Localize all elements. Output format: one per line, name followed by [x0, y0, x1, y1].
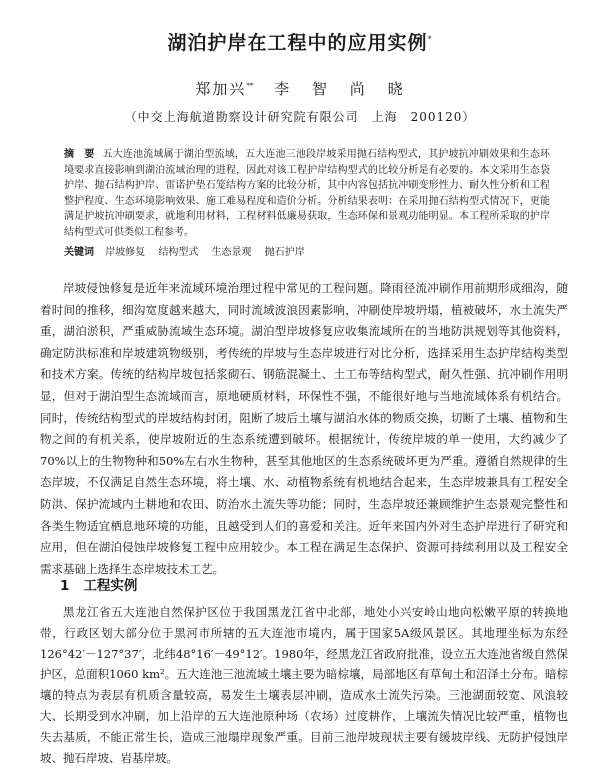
section-number: 1 [60, 578, 70, 594]
author-name: 郑加兴 [195, 80, 247, 98]
keyword: 生态景观 [211, 247, 252, 258]
author-line [0, 78, 600, 99]
abstract-text: 五大连池流域属于湖泊型流域，五大连池三池段岸坡采用抛石结构型式，其护坡抗冲刷效果和生态环境要求直接影响到湖泊流域治理的进程，因此对该工程护岸结构型式的比较分析是有必要的。本文采用生态袋护岸、抛石结构护岸、雷诺护垫石笼结构方案的比较分析，其中内容包括抗冲刷变形性力、耐久性分析和工程整护程度、生态环境影响效果、施工难易程度和造价分析。分析结果表明：在采用抛石结构型式情况下，更能满足护坡抗冲刷要求，就地利用材料，工程材料低廉易获取，生态环保和景观功能明显。本工程所采取的护岸结构型式可供类似工程参考。 [64, 149, 551, 238]
section-heading [60, 574, 137, 594]
keyword: 抛石护岸 [264, 247, 305, 258]
author-name: 李 [274, 80, 292, 98]
author-affiliation: （中交上海航道勘察设计研究院有限公司 上海 200120） [124, 110, 476, 124]
section-title: 工程实例 [83, 578, 138, 594]
author-name: 尚 [349, 80, 367, 98]
author-name: 智 [311, 80, 329, 98]
paper-title: 湖泊护岸在工程中的应用实例* [167, 32, 433, 54]
intro-paragraph: 岸坡侵蚀修复是近年来流域环境治理过程中常见的工程问题。降雨径流冲刷作用前期形成细沟，随着时间的推移，细沟宽度越来越大，同时流域波浪因素影响，冲刷使岸坡坍塌，植被破坏，水土流失严重，湖泊淤积，严重威胁流域生态环境。湖泊型岸坡修复应收集流域所在的当地防洪规划等其他资料，确定防洪标准和岸坡建筑物级别，考传统的岸坡与生态岸坡进行对比分析，选择采用生态护岸结构类型和技术方案。传统的结构岸坡包括浆砌石、钢筋混凝土、土工布等结构型式，耐久性强、抗冲刷作用明显，但对于湖泊型生态流域而言，原地硬质材料，环保性不强，不能很好地与当地流域体系有机结合。同时，传统结构型式的岸坡结构封闭，阻断了坡后土壤与湖泊水体的物质交换，切断了土壤、植物和生物之间的有机关系，使岸坡附近的生态系统遭到破坏。根据统计，传统岸坡的单一使用，大约减少了70%以上的生物物种和50%左右水生物种，甚至其他地区的生态系统破坏更为严重。遵循自然规律的生态岸坡，不仅满足自然生态环境，将土壤、水、动植物系统有机地结合起来，生态岸坡兼具有工程安全防洪、保护流域内土耕地和农田、防治水土流失等功能；同时，生态岸坡还兼顾维护生态景观完整性和各类生物适宜栖息地环境的功能，且越受到人们的喜爱和关注。近年来国内外对生态护岸进行了研究和应用，但在湖泊侵蚀岸坡修复工程中应用较少。本工程在满足生态保护、资源可持续利用以及工程安全需求基础上选择生态岸坡技术工艺。 [40, 281, 568, 576]
keyword: 结构型式 [158, 247, 199, 258]
keywords [64, 245, 550, 260]
abstract [64, 147, 550, 240]
abstract-label: 摘 要 [64, 149, 95, 160]
title-footnote-mark: * [427, 34, 433, 44]
author-name: 晓 [387, 80, 405, 98]
section-paragraph: 黑龙江省五大连池自然保护区位于我国黑龙江省中北部，地处小兴安岭山地向松嫩平原的转换地带，行政区划大部分位于黑河市所辖的五大连池市境内，属于国家5A级风景区。其地理坐标为东经126°42′－127°37′，北纬48°16′－49°12′。1980年，经黑龙江省政府批准，设立五大连池省级自然保护区，总面积1060 km²。五大连池三池流域土壤主要为暗棕壤，局部地区有草甸土和沼泽土分布。暗棕壤的特点为表层有机质含量较高，易发生土壤表层冲刷，造成水土流失污染。三池湖面较宽、风浪较大、长期受到水冲刷，加上沿岸的五大连池原种场（农场）过度耕作，上壤流失情况比较严重，植物也失去基质，不能正常生长，造成三池塌岸现象严重。目前三池岸坡现状主要有缓坡岸线、无防护侵蚀岸坡、抛石岸坡、岩基岸坡。 [40, 605, 568, 765]
keyword: 岸坡修复 [105, 247, 146, 258]
author-footnote-mark: ** [246, 82, 254, 90]
keywords-label: 关键词 [64, 247, 94, 258]
